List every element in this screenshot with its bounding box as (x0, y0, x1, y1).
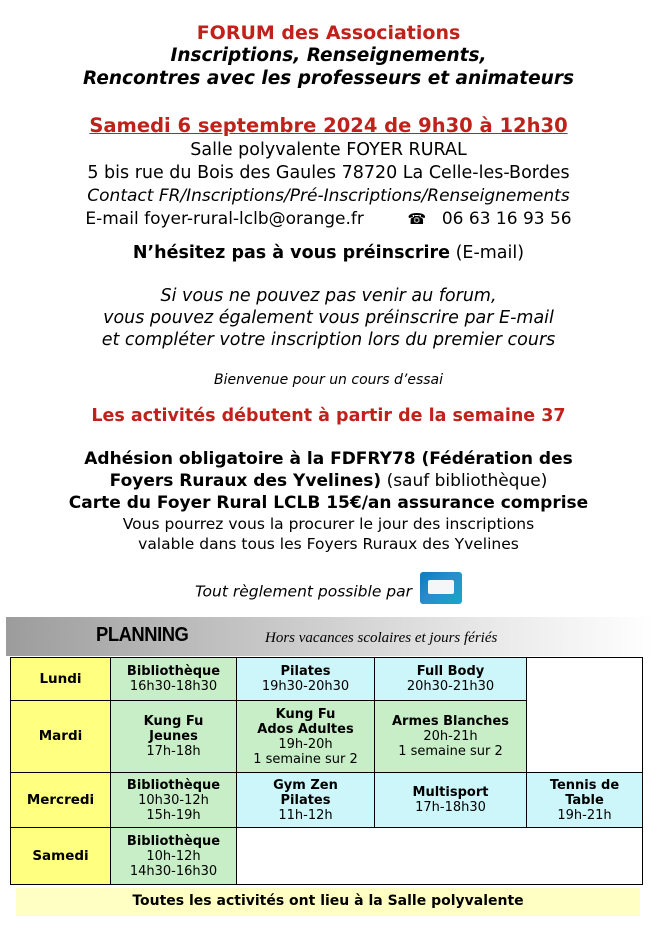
phone-number[interactable]: 06 63 16 93 56 (441, 209, 572, 229)
info-line-1: Si vous ne pouvez pas venir au forum, (160, 286, 497, 306)
activity-cell: Kung Fu Jeunes 17h-18h (110, 700, 237, 773)
adhesion-line-1: Adhésion obligatoire à la FDFRY78 (Fédération des (84, 449, 573, 469)
forum-address: 5 bis rue du Bois des Gaules 78720 La Celle-les-Bordes (87, 163, 570, 183)
forum-subtitle-2: Rencontres avec les professeurs et animateurs (83, 68, 574, 89)
payment-line (0, 576, 657, 608)
activity-cell: Tennis de Table 19h-21h (526, 772, 643, 828)
empty-cell (236, 827, 643, 885)
activity-cell: Pilates 19h30-20h30 (236, 657, 375, 701)
preinscribe-paren: (E-mail) (455, 243, 525, 263)
day-mardi: Mardi (10, 700, 111, 773)
info-line-2: vous pouvez également vous préinscrire par E-mail (103, 308, 554, 328)
email-text[interactable]: E-mail foyer-rural-lclb@orange.fr (85, 209, 364, 229)
activity-cell: Bibliothèque 16h30-18h30 (110, 657, 237, 701)
activity-cell: Bibliothèque 10h30-12h 15h-19h (110, 772, 237, 828)
preinscribe-line (0, 243, 657, 263)
empty-cell (526, 657, 643, 773)
day-mercredi: Mercredi (10, 772, 111, 828)
preinscribe-bold: N’hésitez pas à vous préinscrire (132, 243, 450, 263)
payment-text: Tout règlement possible par (194, 582, 412, 601)
procure-line-2: valable dans tous les Foyers Ruraux des Yvelines (138, 535, 519, 553)
contact-line: Contact FR/Inscriptions/Pré-Inscriptions/Renseignements (87, 186, 570, 206)
forum-title: FORUM des Associations (196, 22, 461, 44)
activity-cell: Armes Blanches 20h-21h 1 semaine sur 2 (374, 700, 527, 773)
activity-cell: Kung Fu Ados Adultes 19h-20h 1 semaine sur 2 (236, 700, 375, 773)
cb-card-icon (420, 572, 462, 604)
day-samedi: Samedi (10, 827, 111, 885)
activity-cell: Bibliothèque 10h-12h 14h30-16h30 (110, 827, 237, 885)
planning-footer: Toutes les activités ont lieu à la Salle polyvalente (132, 893, 524, 909)
activity-cell: Full Body 20h30-21h30 (374, 657, 527, 701)
info-line-3: et compléter votre inscription lors du premier cours (101, 330, 556, 350)
carte-line: Carte du Foyer Rural LCLB 15€/an assurance comprise (68, 493, 589, 513)
contact-email-phone (0, 209, 657, 229)
adhesion-federation: Foyers Ruraux des Yvelines) (109, 471, 382, 491)
activity-cell: Multisport 17h-18h30 (374, 772, 527, 828)
adhesion-exception: (sauf bibliothèque) (386, 471, 548, 491)
activity-cell: Gym Zen Pilates 11h-12h (236, 772, 375, 828)
adhesion-line-2 (0, 471, 657, 491)
day-lundi: Lundi (10, 657, 111, 701)
procure-line-1: Vous pourrez vous la procurer le jour des inscriptions (122, 515, 535, 533)
welcome-line: Bienvenue pour un cours d’essai (213, 372, 444, 388)
activities-start: Les activités débutent à partir de la semaine 37 (91, 406, 566, 426)
forum-venue: Salle polyvalente FOYER RURAL (190, 140, 467, 160)
phone-icon: ☎ (407, 210, 427, 228)
planning-subtitle: Hors vacances scolaires et jours fériés (265, 630, 498, 646)
forum-subtitle-1: Inscriptions, Renseignements, (170, 45, 487, 66)
forum-date: Samedi 6 septembre 2024 de 9h30 à 12h30 (89, 114, 568, 137)
planning-title: PLANNING (96, 624, 189, 646)
